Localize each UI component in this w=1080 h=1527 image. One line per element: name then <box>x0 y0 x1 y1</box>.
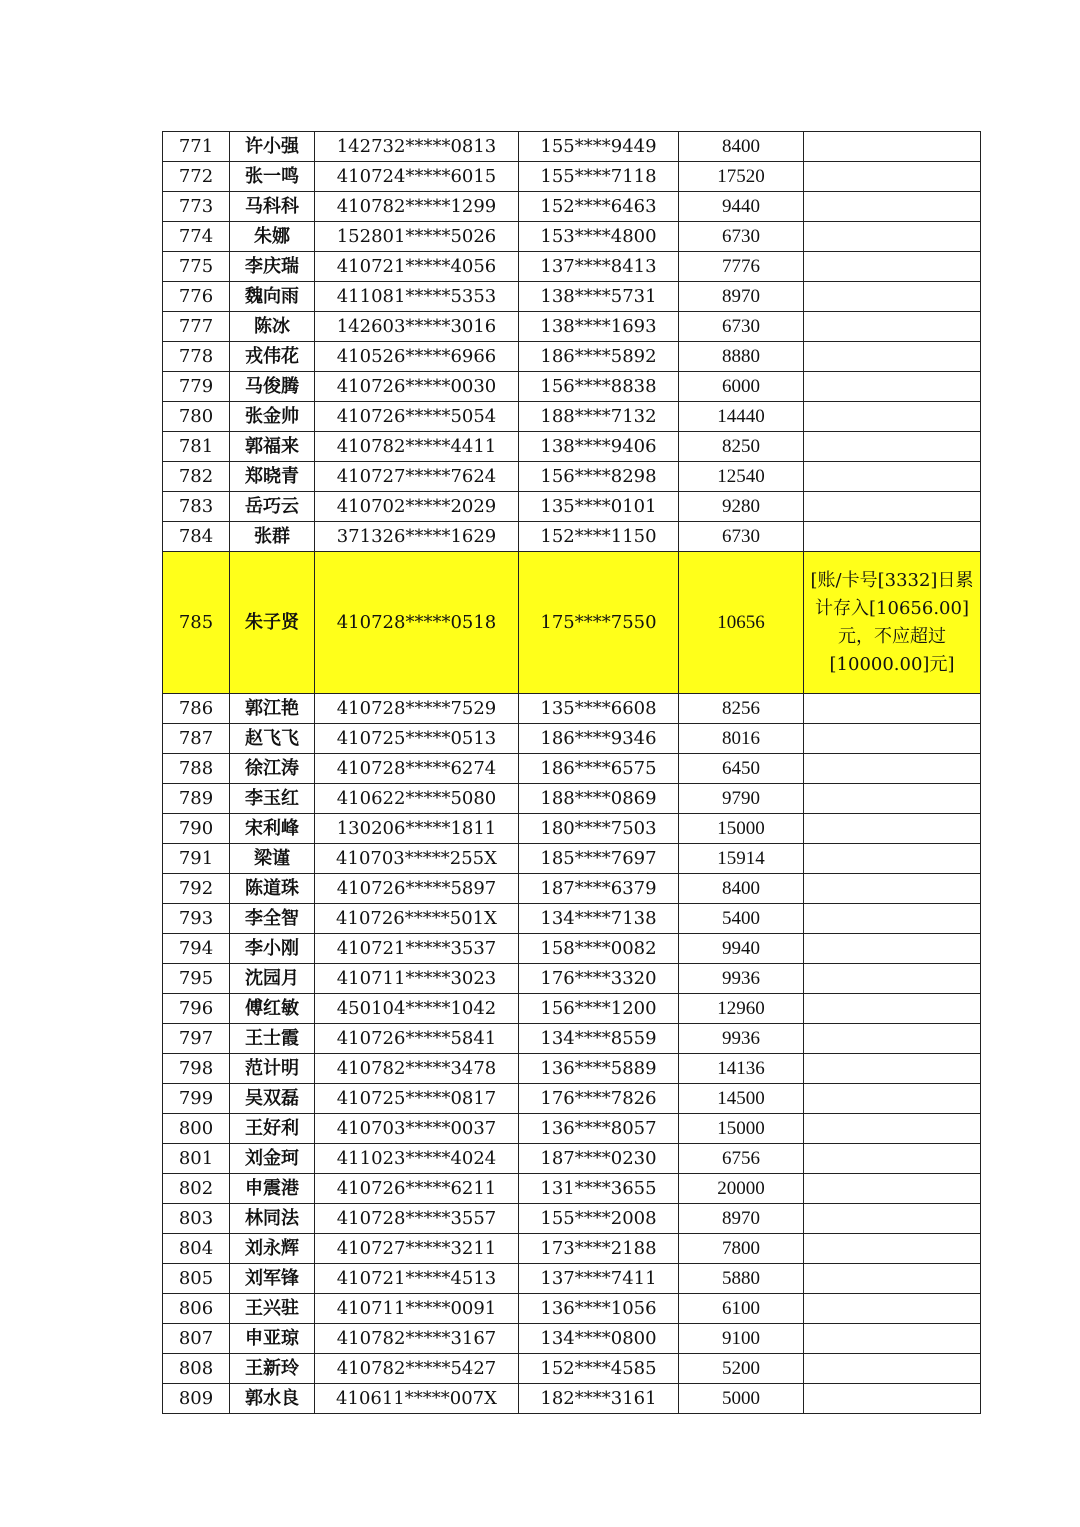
amount-cell: 9936 <box>679 964 804 994</box>
id-number-cell: 410724*****6015 <box>315 162 519 192</box>
person-name-cell: 刘金珂 <box>230 1144 315 1174</box>
table-row <box>163 1054 981 1084</box>
remark-cell <box>804 252 981 282</box>
table-row <box>163 1324 981 1354</box>
amount-cell: 6100 <box>679 1294 804 1324</box>
id-number-cell: 410725*****0817 <box>315 1084 519 1114</box>
row-number-cell: 782 <box>163 462 230 492</box>
person-name-cell: 李庆瑞 <box>230 252 315 282</box>
row-number-cell: 795 <box>163 964 230 994</box>
table-row <box>163 874 981 904</box>
person-name-cell: 郭水良 <box>230 1384 315 1414</box>
remark-cell <box>804 282 981 312</box>
phone-number-cell: 156****1200 <box>519 994 679 1024</box>
id-number-cell: 450104*****1042 <box>315 994 519 1024</box>
id-number-cell: 410728*****0518 <box>315 552 519 694</box>
remark-cell <box>804 1174 981 1204</box>
remark-cell <box>804 964 981 994</box>
amount-cell: 6730 <box>679 312 804 342</box>
id-number-cell: 410726*****6211 <box>315 1174 519 1204</box>
person-name-cell: 李全智 <box>230 904 315 934</box>
table-row <box>163 132 981 162</box>
person-name-cell: 范计明 <box>230 1054 315 1084</box>
row-number-cell: 787 <box>163 724 230 754</box>
phone-number-cell: 134****8559 <box>519 1024 679 1054</box>
table-row <box>163 342 981 372</box>
remark-cell <box>804 222 981 252</box>
person-name-cell: 张群 <box>230 522 315 552</box>
remark-cell: [账/卡号[3332]日累计存入[10656.00]元，不应超过[10000.00]元] <box>804 552 981 694</box>
phone-number-cell: 136****8057 <box>519 1114 679 1144</box>
phone-number-cell: 135****6608 <box>519 694 679 724</box>
phone-number-cell: 155****9449 <box>519 132 679 162</box>
id-number-cell: 410711*****0091 <box>315 1294 519 1324</box>
id-number-cell: 130206*****1811 <box>315 814 519 844</box>
row-number-cell: 775 <box>163 252 230 282</box>
row-number-cell: 797 <box>163 1024 230 1054</box>
row-number-cell: 777 <box>163 312 230 342</box>
table-row <box>163 282 981 312</box>
amount-cell: 7776 <box>679 252 804 282</box>
person-name-cell: 徐江涛 <box>230 754 315 784</box>
remark-cell <box>804 312 981 342</box>
person-name-cell: 陈冰 <box>230 312 315 342</box>
id-number-cell: 410726*****501X <box>315 904 519 934</box>
amount-cell: 12540 <box>679 462 804 492</box>
id-number-cell: 410526*****6966 <box>315 342 519 372</box>
remark-cell <box>804 934 981 964</box>
phone-number-cell: 180****7503 <box>519 814 679 844</box>
remark-cell <box>804 844 981 874</box>
amount-cell: 15914 <box>679 844 804 874</box>
amount-cell: 8880 <box>679 342 804 372</box>
id-number-cell: 410726*****5054 <box>315 402 519 432</box>
amount-cell: 5200 <box>679 1354 804 1384</box>
person-name-cell: 郑晓青 <box>230 462 315 492</box>
table-row <box>163 462 981 492</box>
id-number-cell: 410726*****5841 <box>315 1024 519 1054</box>
table-row <box>163 934 981 964</box>
amount-cell: 6756 <box>679 1144 804 1174</box>
phone-number-cell: 188****0869 <box>519 784 679 814</box>
phone-number-cell: 152****6463 <box>519 192 679 222</box>
id-number-cell: 410782*****3167 <box>315 1324 519 1354</box>
remark-cell <box>804 1264 981 1294</box>
table-row <box>163 1174 981 1204</box>
record-table <box>162 131 981 1414</box>
person-name-cell: 马科科 <box>230 192 315 222</box>
row-number-cell: 796 <box>163 994 230 1024</box>
id-number-cell: 410728*****3557 <box>315 1204 519 1234</box>
table-row <box>163 964 981 994</box>
person-name-cell: 魏向雨 <box>230 282 315 312</box>
person-name-cell: 王好利 <box>230 1114 315 1144</box>
amount-cell: 9280 <box>679 492 804 522</box>
person-name-cell: 马俊腾 <box>230 372 315 402</box>
phone-number-cell: 185****7697 <box>519 844 679 874</box>
phone-number-cell: 152****4585 <box>519 1354 679 1384</box>
person-name-cell: 林同法 <box>230 1204 315 1234</box>
person-name-cell: 张金帅 <box>230 402 315 432</box>
amount-cell: 5400 <box>679 904 804 934</box>
person-name-cell: 宋利峰 <box>230 814 315 844</box>
person-name-cell: 傅红敏 <box>230 994 315 1024</box>
table-row <box>163 1384 981 1414</box>
id-number-cell: 411081*****5353 <box>315 282 519 312</box>
id-number-cell: 410711*****3023 <box>315 964 519 994</box>
remark-cell <box>804 1384 981 1414</box>
id-number-cell: 410782*****5427 <box>315 1354 519 1384</box>
remark-cell <box>804 784 981 814</box>
table-row <box>163 1264 981 1294</box>
row-number-cell: 791 <box>163 844 230 874</box>
remark-cell <box>804 874 981 904</box>
remark-cell <box>804 402 981 432</box>
phone-number-cell: 176****3320 <box>519 964 679 994</box>
person-name-cell: 李小刚 <box>230 934 315 964</box>
remark-cell <box>804 754 981 784</box>
table-row <box>163 1234 981 1264</box>
amount-cell: 10656 <box>679 552 804 694</box>
row-number-cell: 808 <box>163 1354 230 1384</box>
amount-cell: 8256 <box>679 694 804 724</box>
table-row <box>163 754 981 784</box>
table-row <box>163 402 981 432</box>
amount-cell: 9440 <box>679 192 804 222</box>
table-row <box>163 552 981 694</box>
remark-cell <box>804 162 981 192</box>
person-name-cell: 梁谨 <box>230 844 315 874</box>
row-number-cell: 772 <box>163 162 230 192</box>
table-row <box>163 784 981 814</box>
phone-number-cell: 135****0101 <box>519 492 679 522</box>
person-name-cell: 张一鸣 <box>230 162 315 192</box>
person-name-cell: 申震港 <box>230 1174 315 1204</box>
amount-cell: 8970 <box>679 282 804 312</box>
row-number-cell: 799 <box>163 1084 230 1114</box>
row-number-cell: 784 <box>163 522 230 552</box>
amount-cell: 15000 <box>679 1114 804 1144</box>
remark-cell <box>804 432 981 462</box>
phone-number-cell: 156****8298 <box>519 462 679 492</box>
person-name-cell: 陈道珠 <box>230 874 315 904</box>
id-number-cell: 410703*****255X <box>315 844 519 874</box>
row-number-cell: 790 <box>163 814 230 844</box>
remark-cell <box>804 694 981 724</box>
table-row <box>163 994 981 1024</box>
person-name-cell: 李玉红 <box>230 784 315 814</box>
row-number-cell: 779 <box>163 372 230 402</box>
amount-cell: 14500 <box>679 1084 804 1114</box>
remark-cell <box>804 1324 981 1354</box>
person-name-cell: 戎伟花 <box>230 342 315 372</box>
row-number-cell: 805 <box>163 1264 230 1294</box>
table-row <box>163 1294 981 1324</box>
table-row <box>163 1084 981 1114</box>
row-number-cell: 798 <box>163 1054 230 1084</box>
remark-cell <box>804 1054 981 1084</box>
phone-number-cell: 173****2188 <box>519 1234 679 1264</box>
remark-cell <box>804 342 981 372</box>
phone-number-cell: 152****1150 <box>519 522 679 552</box>
table-row <box>163 1114 981 1144</box>
phone-number-cell: 186****5892 <box>519 342 679 372</box>
amount-cell: 8400 <box>679 132 804 162</box>
table-row <box>163 844 981 874</box>
row-number-cell: 793 <box>163 904 230 934</box>
table-row <box>163 252 981 282</box>
table-row <box>163 1204 981 1234</box>
table-row <box>163 1354 981 1384</box>
row-number-cell: 807 <box>163 1324 230 1354</box>
table-row <box>163 432 981 462</box>
remark-cell <box>804 1234 981 1264</box>
amount-cell: 8400 <box>679 874 804 904</box>
amount-cell: 9936 <box>679 1024 804 1054</box>
amount-cell: 20000 <box>679 1174 804 1204</box>
remark-cell <box>804 1144 981 1174</box>
phone-number-cell: 188****7132 <box>519 402 679 432</box>
row-number-cell: 789 <box>163 784 230 814</box>
row-number-cell: 804 <box>163 1234 230 1264</box>
phone-number-cell: 158****0082 <box>519 934 679 964</box>
person-name-cell: 王新玲 <box>230 1354 315 1384</box>
phone-number-cell: 176****7826 <box>519 1084 679 1114</box>
table-row <box>163 192 981 222</box>
id-number-cell: 410611*****007X <box>315 1384 519 1414</box>
remark-cell <box>804 192 981 222</box>
table-row <box>163 492 981 522</box>
amount-cell: 6000 <box>679 372 804 402</box>
remark-cell <box>804 1354 981 1384</box>
phone-number-cell: 137****8413 <box>519 252 679 282</box>
person-name-cell: 沈园月 <box>230 964 315 994</box>
phone-number-cell: 156****8838 <box>519 372 679 402</box>
record-table-body <box>163 132 981 1414</box>
id-number-cell: 410782*****3478 <box>315 1054 519 1084</box>
phone-number-cell: 155****2008 <box>519 1204 679 1234</box>
id-number-cell: 410721*****3537 <box>315 934 519 964</box>
row-number-cell: 786 <box>163 694 230 724</box>
phone-number-cell: 131****3655 <box>519 1174 679 1204</box>
phone-number-cell: 186****9346 <box>519 724 679 754</box>
id-number-cell: 410703*****0037 <box>315 1114 519 1144</box>
phone-number-cell: 155****7118 <box>519 162 679 192</box>
row-number-cell: 794 <box>163 934 230 964</box>
phone-number-cell: 186****6575 <box>519 754 679 784</box>
id-number-cell: 410782*****1299 <box>315 192 519 222</box>
id-number-cell: 142732*****0813 <box>315 132 519 162</box>
remark-cell <box>804 904 981 934</box>
person-name-cell: 刘军锋 <box>230 1264 315 1294</box>
amount-cell: 6450 <box>679 754 804 784</box>
person-name-cell: 朱子贤 <box>230 552 315 694</box>
phone-number-cell: 137****7411 <box>519 1264 679 1294</box>
phone-number-cell: 138****9406 <box>519 432 679 462</box>
id-number-cell: 142603*****3016 <box>315 312 519 342</box>
table-row <box>163 694 981 724</box>
id-number-cell: 152801*****5026 <box>315 222 519 252</box>
row-number-cell: 803 <box>163 1204 230 1234</box>
person-name-cell: 申亚琼 <box>230 1324 315 1354</box>
person-name-cell: 朱娜 <box>230 222 315 252</box>
amount-cell: 8016 <box>679 724 804 754</box>
person-name-cell: 王士霞 <box>230 1024 315 1054</box>
row-number-cell: 783 <box>163 492 230 522</box>
row-number-cell: 774 <box>163 222 230 252</box>
row-number-cell: 802 <box>163 1174 230 1204</box>
remark-cell <box>804 492 981 522</box>
phone-number-cell: 136****1056 <box>519 1294 679 1324</box>
amount-cell: 6730 <box>679 222 804 252</box>
remark-cell <box>804 1084 981 1114</box>
row-number-cell: 806 <box>163 1294 230 1324</box>
remark-cell <box>804 994 981 1024</box>
phone-number-cell: 136****5889 <box>519 1054 679 1084</box>
remark-cell <box>804 462 981 492</box>
person-name-cell: 郭江艳 <box>230 694 315 724</box>
row-number-cell: 773 <box>163 192 230 222</box>
id-number-cell: 410727*****3211 <box>315 1234 519 1264</box>
phone-number-cell: 134****0800 <box>519 1324 679 1354</box>
amount-cell: 5000 <box>679 1384 804 1414</box>
amount-cell: 15000 <box>679 814 804 844</box>
person-name-cell: 岳巧云 <box>230 492 315 522</box>
remark-cell <box>804 724 981 754</box>
remark-cell <box>804 1114 981 1144</box>
phone-number-cell: 134****7138 <box>519 904 679 934</box>
row-number-cell: 788 <box>163 754 230 784</box>
table-row <box>163 904 981 934</box>
remark-cell <box>804 1294 981 1324</box>
id-number-cell: 410702*****2029 <box>315 492 519 522</box>
remark-cell <box>804 372 981 402</box>
id-number-cell: 410622*****5080 <box>315 784 519 814</box>
amount-cell: 7800 <box>679 1234 804 1264</box>
person-name-cell: 吴双磊 <box>230 1084 315 1114</box>
id-number-cell: 410728*****7529 <box>315 694 519 724</box>
table-row <box>163 1144 981 1174</box>
person-name-cell: 刘永辉 <box>230 1234 315 1264</box>
row-number-cell: 809 <box>163 1384 230 1414</box>
row-number-cell: 778 <box>163 342 230 372</box>
table-row <box>163 814 981 844</box>
person-name-cell: 王兴驻 <box>230 1294 315 1324</box>
remark-cell <box>804 814 981 844</box>
amount-cell: 8970 <box>679 1204 804 1234</box>
table-row <box>163 522 981 552</box>
amount-cell: 9940 <box>679 934 804 964</box>
id-number-cell: 410726*****0030 <box>315 372 519 402</box>
amount-cell: 8250 <box>679 432 804 462</box>
amount-cell: 9100 <box>679 1324 804 1354</box>
phone-number-cell: 187****6379 <box>519 874 679 904</box>
id-number-cell: 410726*****5897 <box>315 874 519 904</box>
row-number-cell: 781 <box>163 432 230 462</box>
id-number-cell: 410721*****4056 <box>315 252 519 282</box>
id-number-cell: 410721*****4513 <box>315 1264 519 1294</box>
person-name-cell: 许小强 <box>230 132 315 162</box>
id-number-cell: 411023*****4024 <box>315 1144 519 1174</box>
table-row <box>163 222 981 252</box>
phone-number-cell: 182****3161 <box>519 1384 679 1414</box>
person-name-cell: 郭福来 <box>230 432 315 462</box>
id-number-cell: 410727*****7624 <box>315 462 519 492</box>
amount-cell: 6730 <box>679 522 804 552</box>
table-row <box>163 724 981 754</box>
phone-number-cell: 153****4800 <box>519 222 679 252</box>
person-name-cell: 赵飞飞 <box>230 724 315 754</box>
phone-number-cell: 138****1693 <box>519 312 679 342</box>
row-number-cell: 776 <box>163 282 230 312</box>
row-number-cell: 785 <box>163 552 230 694</box>
phone-number-cell: 138****5731 <box>519 282 679 312</box>
table-row <box>163 162 981 192</box>
id-number-cell: 410782*****4411 <box>315 432 519 462</box>
phone-number-cell: 187****0230 <box>519 1144 679 1174</box>
amount-cell: 14136 <box>679 1054 804 1084</box>
row-number-cell: 800 <box>163 1114 230 1144</box>
amount-cell: 14440 <box>679 402 804 432</box>
table-row <box>163 1024 981 1054</box>
remark-cell <box>804 132 981 162</box>
row-number-cell: 792 <box>163 874 230 904</box>
amount-cell: 5880 <box>679 1264 804 1294</box>
row-number-cell: 780 <box>163 402 230 432</box>
id-number-cell: 410728*****6274 <box>315 754 519 784</box>
remark-cell <box>804 522 981 552</box>
remark-cell <box>804 1024 981 1054</box>
row-number-cell: 801 <box>163 1144 230 1174</box>
table-row <box>163 312 981 342</box>
amount-cell: 12960 <box>679 994 804 1024</box>
amount-cell: 17520 <box>679 162 804 192</box>
amount-cell: 9790 <box>679 784 804 814</box>
id-number-cell: 371326*****1629 <box>315 522 519 552</box>
remark-cell <box>804 1204 981 1234</box>
row-number-cell: 771 <box>163 132 230 162</box>
phone-number-cell: 175****7550 <box>519 552 679 694</box>
table-row <box>163 372 981 402</box>
id-number-cell: 410725*****0513 <box>315 724 519 754</box>
